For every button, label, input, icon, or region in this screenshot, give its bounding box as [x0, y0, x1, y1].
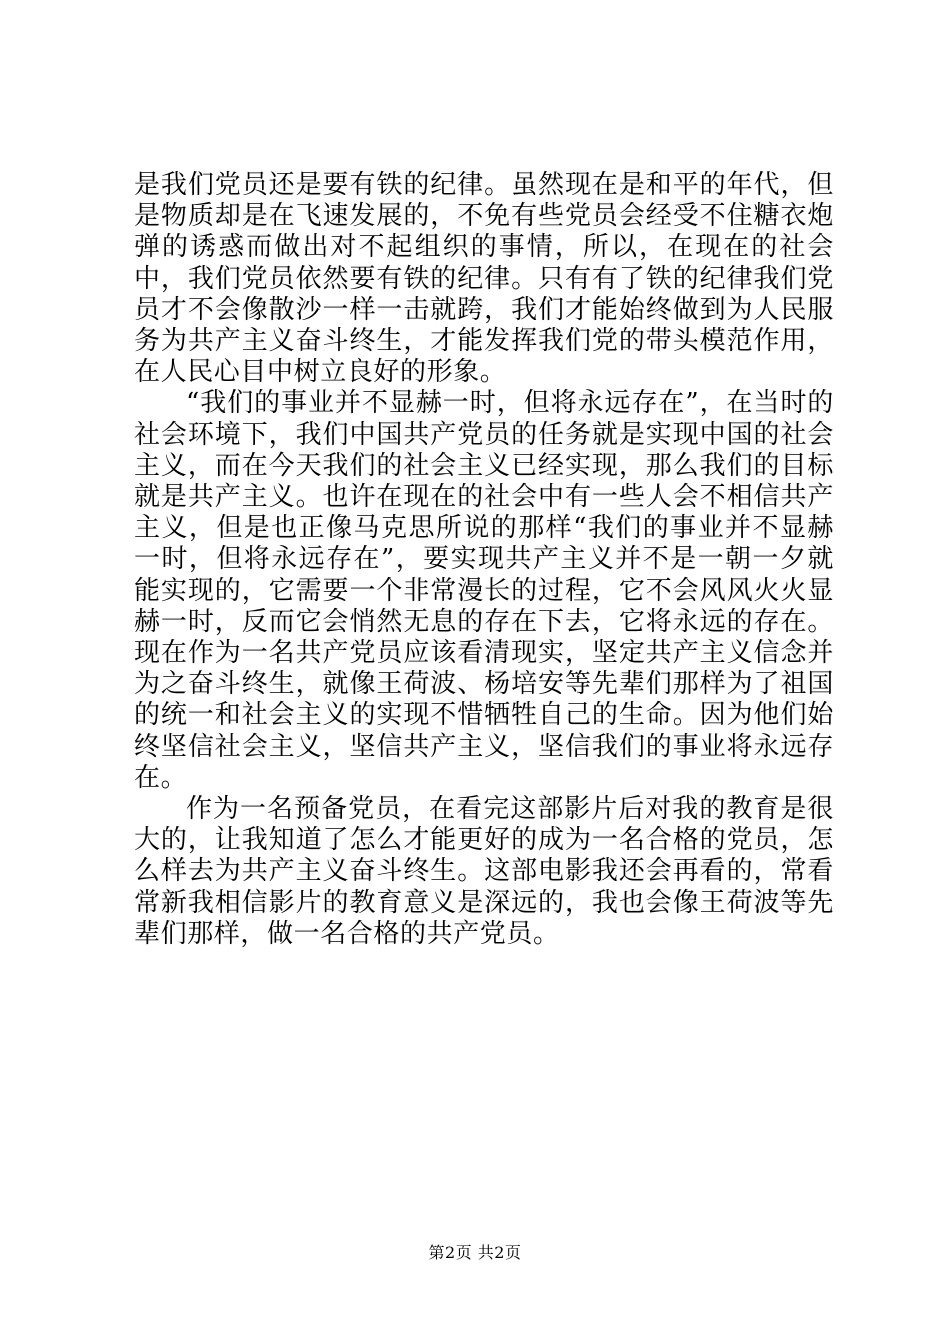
document-body [134, 170, 834, 950]
paragraph-2: “我们的事业并不显赫一时，但将永远存在”，在当时的社会环境下，我们中国共产党员的任务就是实现中国的社会主义，而在今天我们的社会主义已经实现，那么我们的目标就是共产主义。也许在现在的社会中有一些人会不相信共产主义，但是也正像马克思所说的那样“我们的事业并不显赫一时，但将永远存在”，要实现共产主义并不是一朝一夕就能实现的，它需要一个非常漫长的过程，它不会风风火火显赫一时，反而它会悄然无息的存在下去，它将永远的存在。现在作为一名共产党员应该看清现实，坚定共产主义信念并为之奋斗终生，就像王荷波、杨培安等先辈们那样为了祖国的统一和社会主义的实现不惜牺牲自己的生命。因为他们始终坚信社会主义，坚信共产主义，坚信我们的事业将永远存在。 [134, 388, 834, 793]
paragraph-1: 是我们党员还是要有铁的纪律。虽然现在是和平的年代，但是物质却是在飞速发展的，不免有些党员会经受不住糖衣炮弹的诱惑而做出对不起组织的事情，所以，在现在的社会中，我们党员依然要有铁的纪律。只有有了铁的纪律我们党员才不会像散沙一样一击就跨，我们才能始终做到为人民服务为共产主义奋斗终生，才能发挥我们党的带头模范作用，在人民心目中树立良好的形象。 [134, 170, 834, 388]
page-footer: 第2页 共2页 [428, 1243, 522, 1262]
paragraph-3: 作为一名预备党员，在看完这部影片后对我的教育是很大的，让我知道了怎么才能更好的成为一名合格的党员，怎么样去为共产主义奋斗终生。这部电影我还会再看的，常看常新我相信影片的教育意义是深远的，我也会像王荷波等先辈们那样，做一名合格的共产党员。 [134, 794, 834, 949]
